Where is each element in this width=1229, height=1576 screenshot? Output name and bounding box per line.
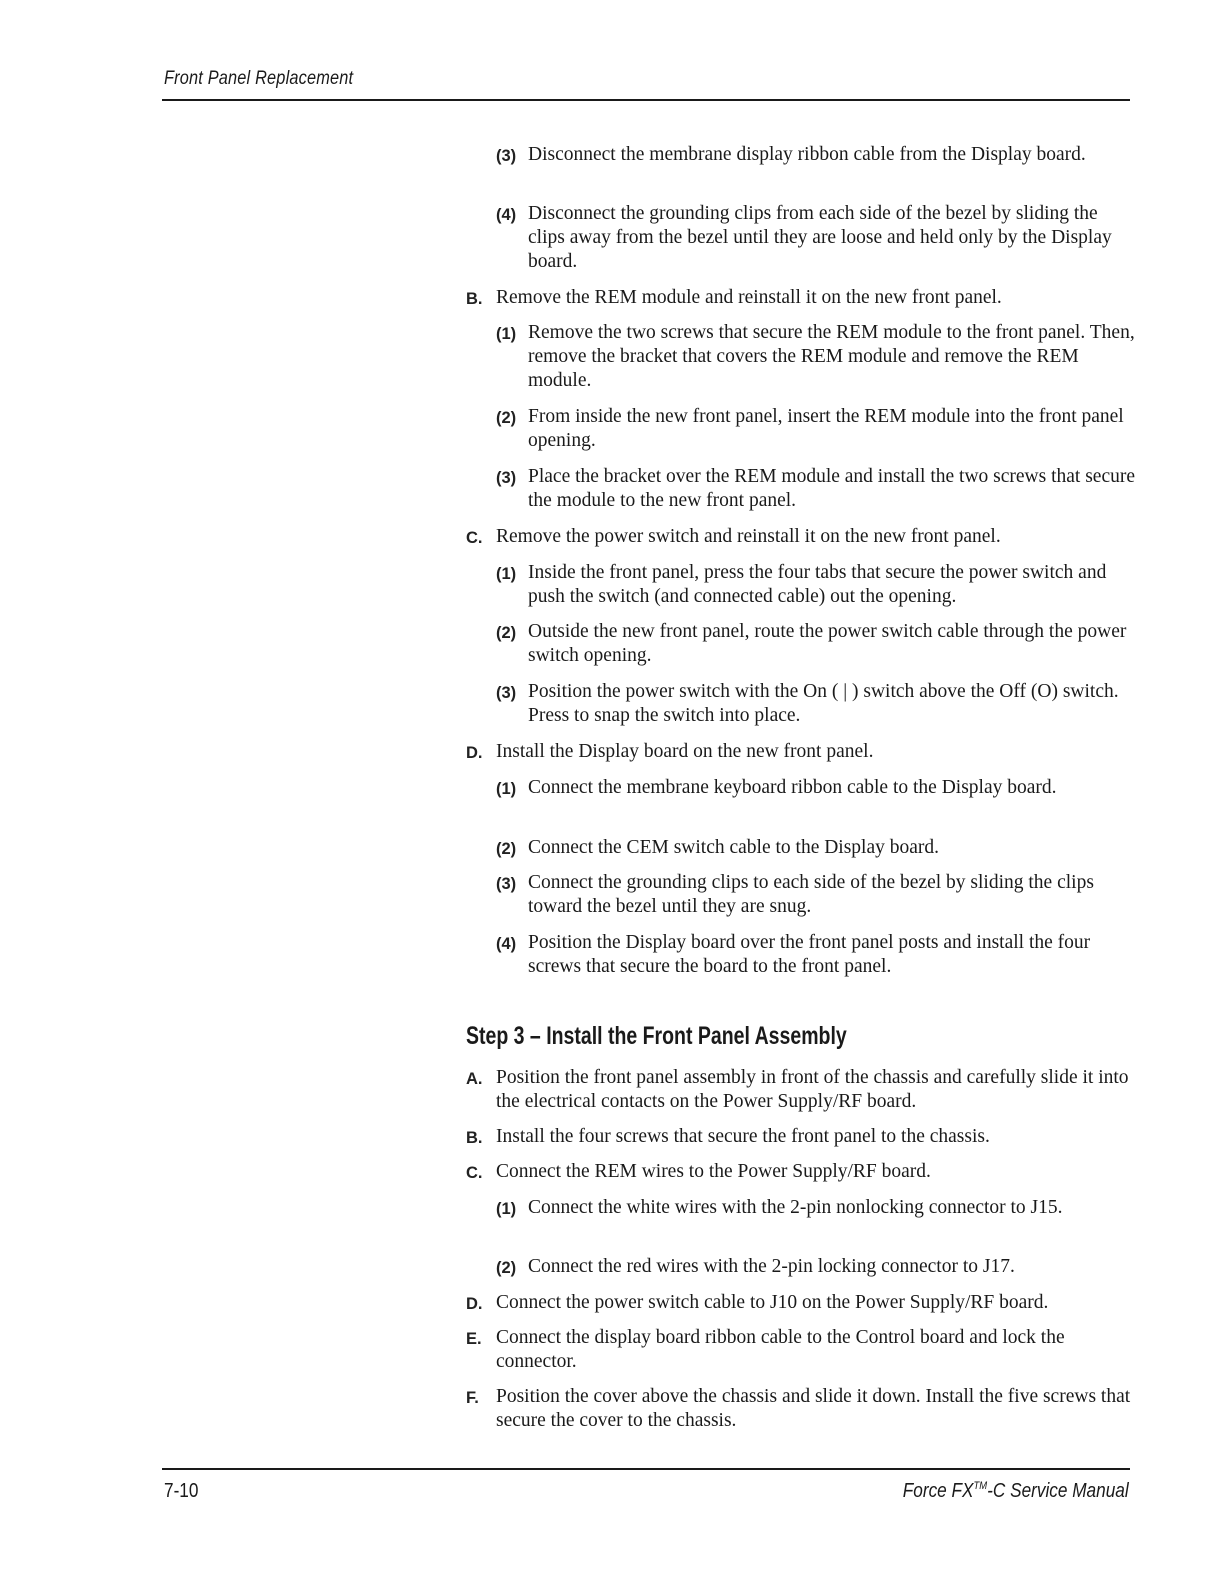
substep-label: (2) [496,1259,517,1277]
footer-rule [162,1468,1130,1470]
step-d [466,740,1136,765]
substep-c2 [496,620,1136,668]
step-c [466,525,1136,550]
step-label: A. [466,1070,483,1088]
substep-b2 [496,405,1136,453]
substep-text: Inside the front panel, press the four tabs that secure the power switch and push the switch (and connected cable) out the opening. [528,562,1107,607]
substep-label: (1) [496,780,517,798]
substep-text: Connect the CEM switch cable to the Display board. [528,837,940,858]
substep-label: (3) [496,684,517,702]
substep-label: (4) [496,206,517,224]
substep-text: Disconnect the grounding clips from each side of the bezel by sliding the clips away from the bezel until they are loose and held only by the Display board. [528,203,1112,272]
substep-label: (2) [496,624,517,642]
step-label: B. [466,1129,483,1147]
step3-c [466,1160,1136,1185]
step-label: F. [466,1389,479,1407]
substep-text: Remove the two screws that secure the REM module to the front panel. Then, remove the bracket that covers the REM module and remove the REM module. [528,322,1135,391]
substep-text: Connect the red wires with the 2-pin locking connector to J17. [528,1256,1015,1277]
substep-d1 [496,776,1136,801]
step-label: C. [466,529,483,547]
substep-a4 [496,202,1136,274]
step3-b [466,1125,1136,1150]
step-text: Connect the power switch cable to J10 on the Power Supply/RF board. [496,1292,1049,1313]
manual-title [903,1480,1129,1503]
step3-c1 [496,1196,1136,1221]
step-text: Position the front panel assembly in front of the chassis and carefully slide it into the electrical contacts on the Power Supply/RF board. [496,1067,1129,1112]
manual-title-pre: Force FX [903,1480,974,1502]
header-rule [162,99,1130,101]
step-text: Connect the REM wires to the Power Supply/RF board. [496,1161,931,1182]
step3-heading: Step 3 – Install the Front Panel Assembly [466,1022,847,1050]
substep-d4 [496,931,1136,979]
substep-label: (1) [496,1200,517,1218]
trademark-mark: TM [973,1480,988,1492]
step-label: C. [466,1164,483,1182]
substep-d3 [496,871,1136,919]
substep-d2 [496,836,1136,861]
manual-title-post: -C Service Manual [987,1480,1129,1502]
step-label: E. [466,1330,482,1348]
step3-e [466,1326,1136,1374]
substep-text: Connect the white wires with the 2-pin nonlocking connector to J15. [528,1197,1063,1218]
step-label: D. [466,1295,483,1313]
running-header-title: Front Panel Replacement [164,68,354,89]
substep-text: Connect the membrane keyboard ribbon cable to the Display board. [528,777,1057,798]
substep-label: (3) [496,875,517,893]
step-label: D. [466,744,483,762]
page-number: 7-10 [164,1480,199,1502]
substep-text: Position the Display board over the front panel posts and install the four screws that secure the board to the front panel. [528,932,1091,977]
step-text: Connect the display board ribbon cable to the Control board and lock the connector. [496,1327,1065,1372]
substep-text: From inside the new front panel, insert the REM module into the front panel opening. [528,406,1124,451]
substep-label: (2) [496,840,517,858]
step3-c2 [496,1255,1136,1280]
substep-text: Connect the grounding clips to each side of the bezel by sliding the clips toward the bezel until they are snug. [528,872,1094,917]
step-text: Remove the power switch and reinstall it on the new front panel. [496,526,1001,547]
substep-label: (2) [496,409,517,427]
step-text: Remove the REM module and reinstall it on the new front panel. [496,287,1002,308]
step-text: Install the four screws that secure the front panel to the chassis. [496,1126,990,1147]
step-label: B. [466,290,483,308]
step3-f [466,1385,1136,1433]
substep-text: Place the bracket over the REM module and install the two screws that secure the module to the new front panel. [528,466,1136,511]
substep-text: Disconnect the membrane display ribbon cable from the Display board. [528,144,1086,165]
substep-b3 [496,465,1136,513]
step3-d [466,1291,1136,1316]
substep-text: Position the power switch with the On ( | ) switch above the Off (O) switch. Press to snap the switch into place. [528,681,1119,726]
substep-label: (3) [496,469,517,487]
substep-label: (3) [496,147,517,165]
step3-a [466,1066,1136,1114]
substep-label: (1) [496,325,517,343]
substep-c1 [496,561,1136,609]
substep-label: (4) [496,935,517,953]
step-b [466,286,1136,311]
substep-text: Outside the new front panel, route the power switch cable through the power switch opening. [528,621,1127,666]
step-text: Position the cover above the chassis and slide it down. Install the five screws that secure the cover to the chassis. [496,1386,1131,1431]
substep-label: (1) [496,565,517,583]
step-text: Install the Display board on the new front panel. [496,741,874,762]
substep-c3 [496,680,1136,728]
substep-a3 [496,143,1136,168]
substep-b1 [496,321,1136,393]
